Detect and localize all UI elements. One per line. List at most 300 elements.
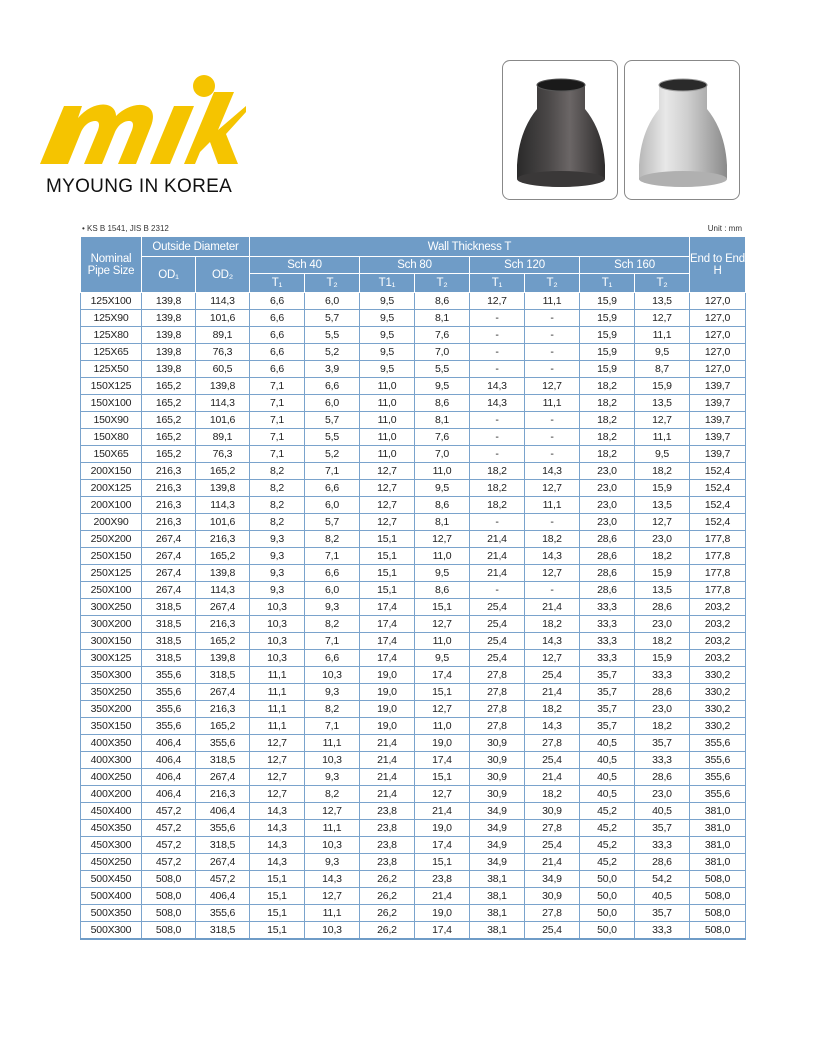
cell-sch40-t2: 14,3 <box>305 871 360 888</box>
cell-od2: 139,8 <box>196 480 250 497</box>
cell-sch40-t1: 7,1 <box>250 378 305 395</box>
cell-sch80-t1: 15,1 <box>360 565 415 582</box>
cell-sch160-t2: 15,9 <box>635 480 690 497</box>
cell-sch80-t1: 11,0 <box>360 429 415 446</box>
cell-end-to-end: 330,2 <box>690 684 746 701</box>
cell-sch160-t2: 13,5 <box>635 395 690 412</box>
cell-od1: 139,8 <box>142 293 196 310</box>
cell-sch160-t1: 50,0 <box>580 905 635 922</box>
cell-sch80-t2: 8,1 <box>415 514 470 531</box>
cell-od2: 114,3 <box>196 497 250 514</box>
cell-od2: 355,6 <box>196 820 250 837</box>
company-name: MYOUNG IN KOREA <box>46 176 233 197</box>
cell-od1: 139,8 <box>142 327 196 344</box>
cell-sch120-t2: 18,2 <box>525 531 580 548</box>
cell-nominal-size: 350X250 <box>81 684 142 701</box>
cell-sch160-t2: 15,9 <box>635 565 690 582</box>
cell-sch120-t1: - <box>470 310 525 327</box>
cell-od2: 114,3 <box>196 293 250 310</box>
cell-sch80-t1: 12,7 <box>360 463 415 480</box>
cell-sch160-t1: 15,9 <box>580 327 635 344</box>
cell-nominal-size: 125X90 <box>81 310 142 327</box>
cell-od1: 139,8 <box>142 310 196 327</box>
cell-sch120-t1: 34,9 <box>470 820 525 837</box>
cell-nominal-size: 125X100 <box>81 293 142 310</box>
cell-od2: 457,2 <box>196 871 250 888</box>
cell-sch160-t1: 18,2 <box>580 395 635 412</box>
table-row <box>81 616 746 633</box>
cell-nominal-size: 150X80 <box>81 429 142 446</box>
table-row <box>81 701 746 718</box>
cell-sch160-t2: 18,2 <box>635 548 690 565</box>
cell-sch40-t2: 11,1 <box>305 905 360 922</box>
cell-sch160-t1: 35,7 <box>580 667 635 684</box>
cell-sch80-t2: 11,0 <box>415 548 470 565</box>
cell-sch80-t2: 7,6 <box>415 429 470 446</box>
cell-sch160-t1: 18,2 <box>580 378 635 395</box>
table-row <box>81 650 746 667</box>
table-row <box>81 565 746 582</box>
cell-end-to-end: 139,7 <box>690 378 746 395</box>
cell-sch80-t2: 8,6 <box>415 395 470 412</box>
cell-sch40-t1: 15,1 <box>250 922 305 940</box>
cell-sch120-t2: 14,3 <box>525 548 580 565</box>
cell-sch120-t1: 38,1 <box>470 922 525 940</box>
cell-sch120-t2: 21,4 <box>525 599 580 616</box>
cell-sch160-t2: 23,0 <box>635 616 690 633</box>
cell-sch160-t1: 45,2 <box>580 803 635 820</box>
header-end-to-end: End to End H <box>690 237 746 293</box>
cell-od2: 89,1 <box>196 327 250 344</box>
cell-end-to-end: 177,8 <box>690 531 746 548</box>
cell-end-to-end: 127,0 <box>690 327 746 344</box>
cell-od2: 165,2 <box>196 548 250 565</box>
cell-sch160-t2: 23,0 <box>635 701 690 718</box>
cell-sch120-t2: 27,8 <box>525 735 580 752</box>
cell-nominal-size: 500X450 <box>81 871 142 888</box>
cell-nominal-size: 300X200 <box>81 616 142 633</box>
cell-sch120-t1: 27,8 <box>470 701 525 718</box>
cell-sch80-t2: 8,6 <box>415 293 470 310</box>
cell-sch160-t2: 12,7 <box>635 310 690 327</box>
cell-sch40-t1: 6,6 <box>250 293 305 310</box>
cell-sch80-t2: 12,7 <box>415 701 470 718</box>
cell-sch80-t2: 21,4 <box>415 803 470 820</box>
cell-sch160-t1: 33,3 <box>580 650 635 667</box>
table-row <box>81 752 746 769</box>
cell-sch160-t2: 15,9 <box>635 650 690 667</box>
cell-sch40-t1: 7,1 <box>250 395 305 412</box>
header-sch120-t1: T₁ <box>470 274 525 293</box>
cell-sch120-t1: 30,9 <box>470 769 525 786</box>
cell-sch40-t2: 8,2 <box>305 616 360 633</box>
cell-sch160-t1: 45,2 <box>580 854 635 871</box>
cell-nominal-size: 350X200 <box>81 701 142 718</box>
cell-nominal-size: 150X125 <box>81 378 142 395</box>
cell-sch80-t1: 23,8 <box>360 803 415 820</box>
cell-od2: 114,3 <box>196 395 250 412</box>
cell-sch40-t1: 14,3 <box>250 854 305 871</box>
cell-sch160-t2: 28,6 <box>635 769 690 786</box>
cell-od1: 355,6 <box>142 718 196 735</box>
cell-sch120-t1: 34,9 <box>470 854 525 871</box>
cell-sch40-t2: 6,0 <box>305 395 360 412</box>
cell-end-to-end: 203,2 <box>690 599 746 616</box>
cell-nominal-size: 450X300 <box>81 837 142 854</box>
cell-od1: 406,4 <box>142 735 196 752</box>
header-od1: OD₁ <box>142 257 196 293</box>
cell-sch80-t2: 5,5 <box>415 361 470 378</box>
table-row <box>81 854 746 871</box>
cell-od1: 267,4 <box>142 548 196 565</box>
cell-sch120-t2: 30,9 <box>525 803 580 820</box>
table-row <box>81 922 746 940</box>
cell-end-to-end: 203,2 <box>690 616 746 633</box>
cell-sch40-t2: 8,2 <box>305 786 360 803</box>
cell-od2: 165,2 <box>196 633 250 650</box>
cell-od2: 267,4 <box>196 769 250 786</box>
table-row <box>81 327 746 344</box>
cell-sch120-t1: 34,9 <box>470 803 525 820</box>
cell-od1: 165,2 <box>142 378 196 395</box>
cell-sch80-t2: 9,5 <box>415 378 470 395</box>
cell-sch40-t2: 12,7 <box>305 888 360 905</box>
cell-od1: 406,4 <box>142 752 196 769</box>
cell-sch80-t1: 17,4 <box>360 599 415 616</box>
cell-sch40-t2: 9,3 <box>305 769 360 786</box>
cell-sch80-t2: 17,4 <box>415 752 470 769</box>
cell-sch160-t1: 28,6 <box>580 548 635 565</box>
cell-od1: 508,0 <box>142 905 196 922</box>
mik-logo-mark-icon <box>38 72 248 172</box>
spec-table-body <box>81 293 746 940</box>
cell-sch120-t1: - <box>470 429 525 446</box>
header-sch120-t2: T₂ <box>525 274 580 293</box>
table-row <box>81 871 746 888</box>
cell-end-to-end: 330,2 <box>690 718 746 735</box>
cell-sch120-t2: 21,4 <box>525 769 580 786</box>
cell-sch80-t2: 15,1 <box>415 684 470 701</box>
cell-sch40-t1: 12,7 <box>250 752 305 769</box>
cell-sch120-t1: - <box>470 446 525 463</box>
cell-sch160-t2: 40,5 <box>635 888 690 905</box>
table-row <box>81 429 746 446</box>
cell-end-to-end: 152,4 <box>690 497 746 514</box>
cell-sch80-t1: 9,5 <box>360 293 415 310</box>
cell-od1: 139,8 <box>142 344 196 361</box>
cell-sch80-t1: 15,1 <box>360 531 415 548</box>
cell-sch40-t1: 14,3 <box>250 820 305 837</box>
cell-end-to-end: 139,7 <box>690 395 746 412</box>
cell-sch80-t1: 21,4 <box>360 735 415 752</box>
cell-sch40-t1: 10,3 <box>250 599 305 616</box>
table-row <box>81 684 746 701</box>
cell-od1: 457,2 <box>142 854 196 871</box>
cell-sch40-t1: 15,1 <box>250 888 305 905</box>
header-sch40-t1: T₁ <box>250 274 305 293</box>
cell-od2: 76,3 <box>196 446 250 463</box>
cell-sch80-t2: 17,4 <box>415 667 470 684</box>
cell-sch120-t2: - <box>525 310 580 327</box>
company-logo <box>38 72 248 202</box>
cell-sch40-t1: 9,3 <box>250 582 305 599</box>
cell-end-to-end: 508,0 <box>690 888 746 905</box>
cell-sch120-t1: 14,3 <box>470 395 525 412</box>
table-row <box>81 548 746 565</box>
cell-sch80-t1: 11,0 <box>360 378 415 395</box>
cell-end-to-end: 203,2 <box>690 650 746 667</box>
cell-sch120-t1: 27,8 <box>470 684 525 701</box>
cell-sch120-t1: 38,1 <box>470 905 525 922</box>
cell-sch120-t1: 21,4 <box>470 531 525 548</box>
table-row <box>81 633 746 650</box>
table-row <box>81 395 746 412</box>
header-nominal-pipe-size: Nominal Pipe Size <box>81 237 142 293</box>
cell-sch40-t2: 6,0 <box>305 582 360 599</box>
cell-end-to-end: 127,0 <box>690 293 746 310</box>
product-photo-black-reducer <box>502 60 618 200</box>
cell-sch40-t1: 11,1 <box>250 684 305 701</box>
cell-sch40-t1: 7,1 <box>250 429 305 446</box>
cell-od2: 355,6 <box>196 735 250 752</box>
cell-od2: 114,3 <box>196 582 250 599</box>
cell-sch120-t1: - <box>470 361 525 378</box>
table-row <box>81 293 746 310</box>
cell-sch120-t1: - <box>470 344 525 361</box>
cell-sch40-t1: 8,2 <box>250 514 305 531</box>
table-row <box>81 344 746 361</box>
cell-sch160-t2: 28,6 <box>635 854 690 871</box>
cell-sch80-t1: 11,0 <box>360 446 415 463</box>
cell-sch40-t1: 9,3 <box>250 548 305 565</box>
cell-sch40-t2: 10,3 <box>305 667 360 684</box>
cell-sch120-t1: 30,9 <box>470 752 525 769</box>
cell-nominal-size: 125X80 <box>81 327 142 344</box>
cell-end-to-end: 508,0 <box>690 905 746 922</box>
cell-end-to-end: 355,6 <box>690 786 746 803</box>
cell-sch120-t2: 14,3 <box>525 463 580 480</box>
cell-nominal-size: 200X125 <box>81 480 142 497</box>
table-row <box>81 446 746 463</box>
cell-sch40-t2: 9,3 <box>305 854 360 871</box>
cell-sch40-t1: 8,2 <box>250 480 305 497</box>
cell-od1: 267,4 <box>142 565 196 582</box>
cell-sch40-t1: 9,3 <box>250 565 305 582</box>
cell-sch80-t2: 17,4 <box>415 922 470 940</box>
cell-od2: 318,5 <box>196 752 250 769</box>
cell-nominal-size: 300X250 <box>81 599 142 616</box>
cell-od2: 60,5 <box>196 361 250 378</box>
cell-sch80-t2: 7,0 <box>415 344 470 361</box>
cell-sch40-t2: 8,2 <box>305 701 360 718</box>
cell-end-to-end: 139,7 <box>690 446 746 463</box>
cell-sch80-t1: 26,2 <box>360 905 415 922</box>
cell-sch80-t2: 11,0 <box>415 463 470 480</box>
cell-od1: 318,5 <box>142 616 196 633</box>
table-row <box>81 412 746 429</box>
cell-od1: 267,4 <box>142 582 196 599</box>
cell-sch120-t1: 30,9 <box>470 786 525 803</box>
reducer-spec-table <box>80 236 746 940</box>
cell-sch160-t1: 33,3 <box>580 616 635 633</box>
cell-od2: 216,3 <box>196 531 250 548</box>
cell-od2: 139,8 <box>196 378 250 395</box>
table-row <box>81 718 746 735</box>
cell-nominal-size: 200X100 <box>81 497 142 514</box>
cell-od1: 165,2 <box>142 395 196 412</box>
cell-sch160-t1: 40,5 <box>580 735 635 752</box>
cell-sch120-t2: 18,2 <box>525 786 580 803</box>
cell-sch80-t1: 26,2 <box>360 871 415 888</box>
cell-end-to-end: 203,2 <box>690 633 746 650</box>
cell-od1: 508,0 <box>142 922 196 940</box>
cell-sch160-t1: 33,3 <box>580 599 635 616</box>
cell-sch160-t1: 23,0 <box>580 514 635 531</box>
cell-sch160-t2: 8,7 <box>635 361 690 378</box>
cell-nominal-size: 500X350 <box>81 905 142 922</box>
cell-nominal-size: 150X100 <box>81 395 142 412</box>
cell-sch80-t1: 11,0 <box>360 412 415 429</box>
cell-sch160-t2: 54,2 <box>635 871 690 888</box>
cell-sch40-t2: 7,1 <box>305 548 360 565</box>
cell-end-to-end: 381,0 <box>690 854 746 871</box>
cell-nominal-size: 125X65 <box>81 344 142 361</box>
cell-od2: 216,3 <box>196 616 250 633</box>
table-notes <box>82 224 742 236</box>
table-row <box>81 480 746 497</box>
cell-od1: 457,2 <box>142 820 196 837</box>
cell-sch40-t2: 7,1 <box>305 463 360 480</box>
cell-sch160-t2: 28,6 <box>635 599 690 616</box>
table-row <box>81 837 746 854</box>
cell-sch160-t1: 18,2 <box>580 446 635 463</box>
cell-end-to-end: 330,2 <box>690 667 746 684</box>
cell-sch40-t2: 5,7 <box>305 310 360 327</box>
cell-sch120-t2: - <box>525 327 580 344</box>
cell-sch160-t1: 33,3 <box>580 633 635 650</box>
cell-sch80-t2: 11,0 <box>415 633 470 650</box>
cell-sch80-t1: 12,7 <box>360 497 415 514</box>
cell-od2: 165,2 <box>196 718 250 735</box>
cell-sch80-t2: 17,4 <box>415 837 470 854</box>
table-row <box>81 905 746 922</box>
cell-sch80-t1: 17,4 <box>360 633 415 650</box>
cell-sch160-t2: 11,1 <box>635 327 690 344</box>
header-wall-thickness: Wall Thickness T <box>250 237 690 257</box>
cell-od1: 318,5 <box>142 633 196 650</box>
cell-sch120-t1: 27,8 <box>470 667 525 684</box>
cell-sch40-t2: 10,3 <box>305 752 360 769</box>
cell-sch40-t2: 9,3 <box>305 684 360 701</box>
cell-nominal-size: 150X90 <box>81 412 142 429</box>
cell-sch40-t2: 6,6 <box>305 565 360 582</box>
cell-sch80-t1: 21,4 <box>360 786 415 803</box>
cell-sch40-t2: 6,0 <box>305 497 360 514</box>
cell-nominal-size: 250X200 <box>81 531 142 548</box>
cell-sch160-t1: 50,0 <box>580 871 635 888</box>
table-row <box>81 497 746 514</box>
cell-sch120-t2: 25,4 <box>525 837 580 854</box>
table-row <box>81 599 746 616</box>
cell-od2: 216,3 <box>196 786 250 803</box>
cell-sch120-t1: - <box>470 514 525 531</box>
cell-sch80-t1: 9,5 <box>360 344 415 361</box>
cell-sch80-t2: 12,7 <box>415 616 470 633</box>
cell-sch80-t1: 19,0 <box>360 684 415 701</box>
cell-end-to-end: 177,8 <box>690 548 746 565</box>
cell-od1: 165,2 <box>142 412 196 429</box>
cell-end-to-end: 152,4 <box>690 514 746 531</box>
cell-sch40-t2: 6,6 <box>305 378 360 395</box>
cell-sch120-t2: 11,1 <box>525 293 580 310</box>
table-row <box>81 769 746 786</box>
cell-sch160-t1: 23,0 <box>580 480 635 497</box>
unit-note: Unit : mm <box>707 224 742 233</box>
cell-sch160-t2: 18,2 <box>635 718 690 735</box>
cell-sch80-t1: 15,1 <box>360 582 415 599</box>
table-row <box>81 803 746 820</box>
cell-sch120-t1: 27,8 <box>470 718 525 735</box>
cell-sch80-t1: 17,4 <box>360 616 415 633</box>
cell-nominal-size: 400X200 <box>81 786 142 803</box>
cell-od1: 508,0 <box>142 871 196 888</box>
cell-end-to-end: 127,0 <box>690 361 746 378</box>
cell-sch40-t1: 14,3 <box>250 837 305 854</box>
cell-sch160-t2: 33,3 <box>635 667 690 684</box>
cell-sch80-t2: 19,0 <box>415 735 470 752</box>
table-row <box>81 361 746 378</box>
table-row <box>81 786 746 803</box>
cell-sch40-t2: 12,7 <box>305 803 360 820</box>
cell-sch40-t1: 11,1 <box>250 718 305 735</box>
cell-sch80-t1: 19,0 <box>360 667 415 684</box>
cell-sch120-t1: 14,3 <box>470 378 525 395</box>
cell-nominal-size: 300X125 <box>81 650 142 667</box>
cell-sch40-t1: 11,1 <box>250 701 305 718</box>
cell-sch120-t1: 18,2 <box>470 480 525 497</box>
cell-sch120-t2: 30,9 <box>525 888 580 905</box>
header-sch120: Sch 120 <box>470 257 580 274</box>
cell-sch160-t2: 13,5 <box>635 497 690 514</box>
cell-od2: 139,8 <box>196 650 250 667</box>
cell-sch120-t1: - <box>470 327 525 344</box>
cell-sch40-t1: 15,1 <box>250 871 305 888</box>
cell-end-to-end: 152,4 <box>690 463 746 480</box>
cell-sch160-t1: 40,5 <box>580 752 635 769</box>
table-row <box>81 667 746 684</box>
cell-od1: 508,0 <box>142 888 196 905</box>
cell-nominal-size: 400X300 <box>81 752 142 769</box>
cell-sch80-t2: 9,5 <box>415 480 470 497</box>
cell-nominal-size: 150X65 <box>81 446 142 463</box>
cell-nominal-size: 450X250 <box>81 854 142 871</box>
cell-sch120-t2: - <box>525 361 580 378</box>
cell-sch80-t2: 8,6 <box>415 582 470 599</box>
cell-sch40-t1: 11,1 <box>250 667 305 684</box>
cell-sch40-t1: 6,6 <box>250 327 305 344</box>
table-row <box>81 531 746 548</box>
cell-od1: 216,3 <box>142 497 196 514</box>
cell-sch40-t2: 3,9 <box>305 361 360 378</box>
cell-sch120-t2: - <box>525 514 580 531</box>
cell-sch80-t1: 15,1 <box>360 548 415 565</box>
cell-end-to-end: 177,8 <box>690 582 746 599</box>
cell-sch40-t2: 5,5 <box>305 327 360 344</box>
cell-sch80-t1: 23,8 <box>360 837 415 854</box>
cell-nominal-size: 450X350 <box>81 820 142 837</box>
silver-reducer-image-icon <box>625 61 740 200</box>
header-sch80-t1: T1₁ <box>360 274 415 293</box>
